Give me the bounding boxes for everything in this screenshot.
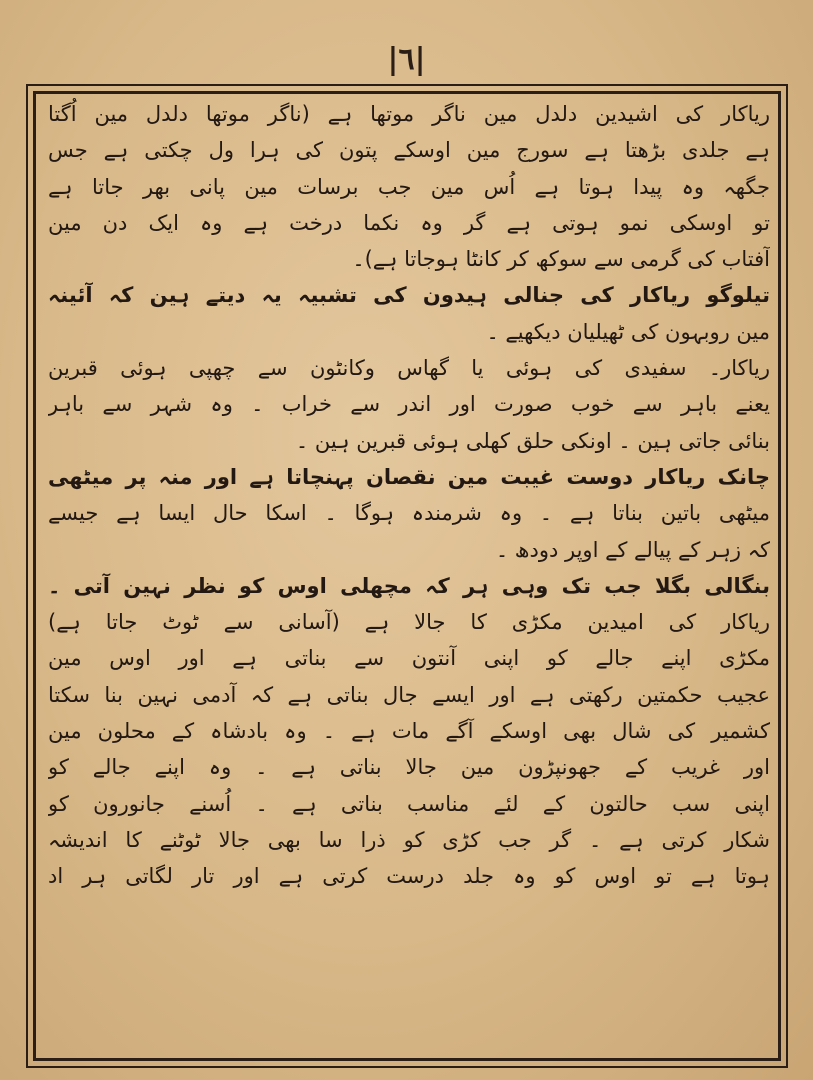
text-line: چانک ریاکار دوست غیبت مین نقصان پہنچاتا ہے اور منہ پر میٹھی [48, 464, 770, 489]
text-line: مکڑی اپنے جالے کو اپنی آنتون سے بناتی ہے اور اوس مین [48, 646, 770, 671]
text-line: ہے جلدی بڑھتا ہے سورج مین اوسکے پتون کی ہرا ول چکتی ہے جس [48, 138, 770, 163]
text-line: کہ زہر کے پیالے کے اوپر دودھ ۔ [495, 537, 770, 562]
text-line: اور غریب کے جھونپڑون مین جالا بناتی ہے ۔ وہ اپنے جالے کو [48, 755, 770, 780]
page-text [48, 96, 770, 1051]
text-line: بنائی جاتی ہین ۔ اونکی حلق کھلی ہوئی قبرین ہین ۔ [295, 428, 770, 453]
text-line: عجیب حکمتین رکھتی ہے اور ایسے جال بناتی ہے کہ آدمی نہین بنا سکتا [48, 682, 770, 707]
text-line: کشمیر کی شال بھی اوسکے آگے مات ہے ۔ وہ بادشاہ کے محلون مین [48, 719, 770, 744]
text-line: ریاکار کی امیدین مکڑی کا جالا ہے (آسانی سے ٹوٹ جاتا ہے) [48, 610, 770, 635]
text-line: مین روبہون کی ٹھیلیان دیکھیے ۔ [486, 319, 770, 344]
text-line: یعنے باہر سے خوب صورت اور اندر سے خراب ۔ وہ شہر سے باہر [48, 392, 770, 417]
text-line: ہوتا ہے تو اوس کو وہ جلد درست کرتی ہے اور تار لگاتی ہر اد [48, 864, 770, 889]
text-line: تو اوسکی نمو ہوتی ہے گر وہ نکما درخت ہے وہ ایک دن مین [48, 210, 770, 235]
text-line: ریاکار۔ سفیدی کی ہوئی یا گھاس وکانٹون سے چھپی ہوئی قبرین [48, 356, 770, 381]
text-line: تیلوگو ریاکار کی جنالی ہیدون کی تشبیہ یہ دیتے ہین کہ آئینہ [48, 283, 770, 308]
page-number: |٦| [387, 42, 426, 77]
text-line: میٹھی باتین بناتا ہے ۔ وہ شرمندہ ہوگا ۔ اسکا حال ایسا ہے جیسے [48, 501, 770, 526]
text-line: جگھہ وہ پیدا ہوتا ہے اُس مین جب برسات مین پانی بھر جاتا ہے [48, 174, 770, 199]
text-line: بنگالی بگلا جب تک وہی ہر کہ مچھلی اوس کو نظر نہین آتی ۔ [48, 573, 770, 598]
text-line: اپنی سب حالتون کے لئے مناسب بناتی ہے ۔ اُسنے جانورون کو [48, 791, 770, 816]
text-line: آفتاب کی گرمی سے سوکھ کر کانٹا ہوجاتا ہے)۔ [352, 247, 770, 272]
text-line: ریاکار کی اشیدین دلدل مین ناگر موتھا ہے (ناگر موتھا دلدل مین اُگتا [48, 102, 770, 126]
text-line: شکار کرتی ہے ۔ گر جب کڑی کو ذرا سا بھی جالا ٹوٹنے کا اندیشہ [48, 827, 770, 852]
